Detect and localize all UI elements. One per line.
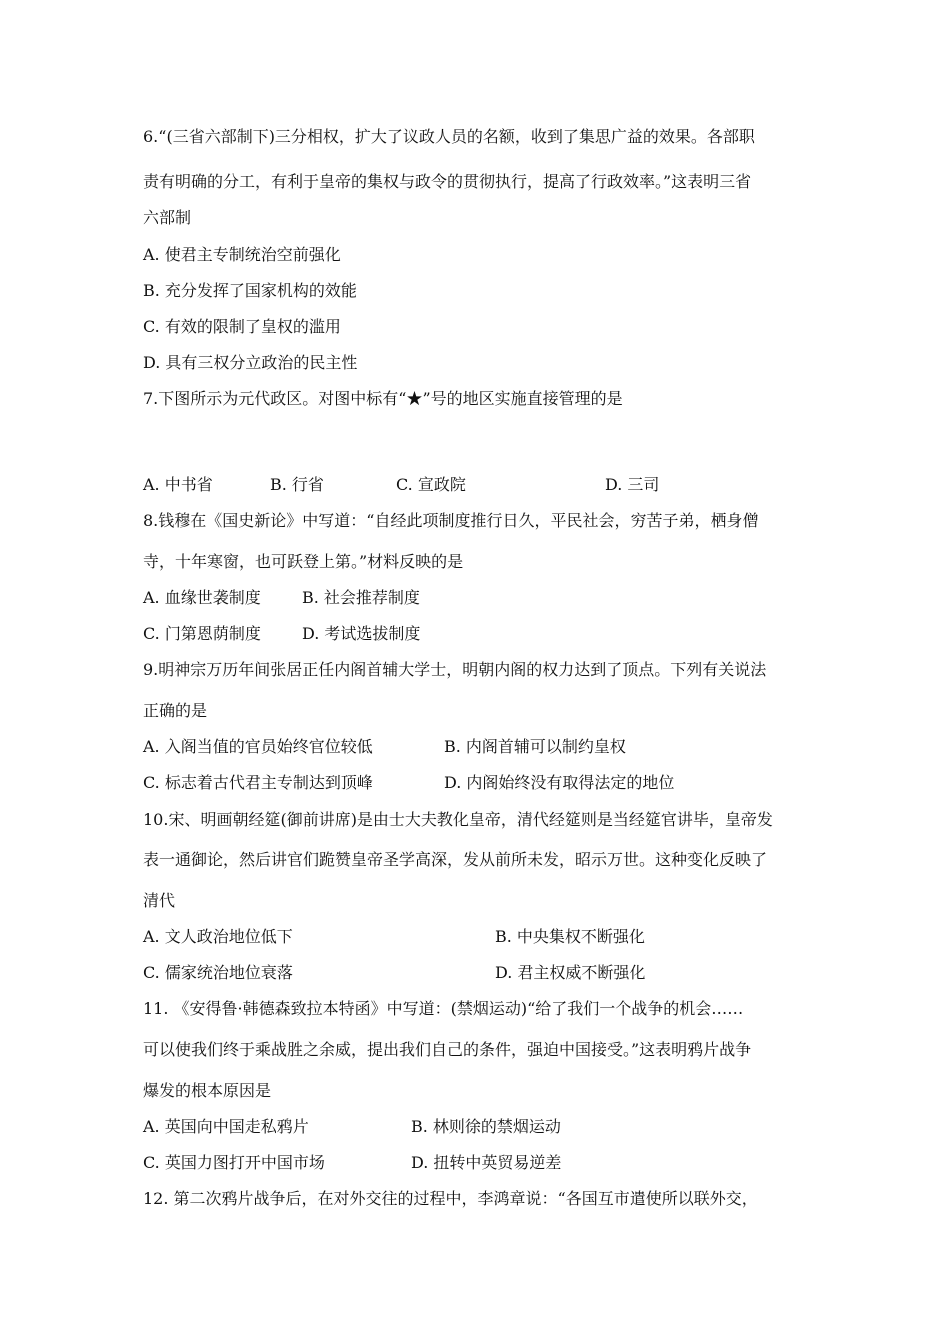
q11-option-a: A. 英国向中国走私鸦片 [143, 1117, 309, 1136]
q11-stem-line-3: 爆发的根本原因是 [143, 1081, 272, 1100]
q6-stem-line-3: 六部制 [143, 208, 192, 227]
q6-option-a: A. 使君主专制统治空前强化 [143, 245, 341, 264]
q9-stem-line-2: 正确的是 [143, 701, 208, 720]
q8-option-b: B. 社会推荐制度 [302, 588, 420, 607]
q10-option-c: C. 儒家统治地位衰落 [143, 963, 293, 982]
q10-stem-line-3: 清代 [143, 891, 176, 910]
q8-stem-line-1: 8.钱穆在《国史新论》中写道：“自经此项制度推行日久，平民社会，穷苦子弟，栖身僧 [143, 511, 759, 530]
q9-option-d: D. 内阁始终没有取得法定的地位 [444, 773, 675, 792]
q11-option-c: C. 英国力图打开中国市场 [143, 1153, 325, 1172]
q8-option-d: D. 考试选拔制度 [302, 624, 421, 643]
q10-option-b: B. 中央集权不断强化 [495, 927, 645, 946]
q9-stem-line-1: 9.明神宗万历年间张居正任内阁首辅大学士，明朝内阁的权力达到了顶点。下列有关说法 [143, 660, 767, 679]
q11-stem-line-1: 11. 《安得鲁·韩德森致拉本特函》中写道：(禁烟运动)“给了我们一个战争的机会…… [143, 999, 744, 1018]
q7-option-d: D. 三司 [605, 475, 660, 494]
q8-option-a: A. 血缘世袭制度 [143, 588, 261, 607]
q7-option-c: C. 宣政院 [396, 475, 466, 494]
q10-stem-line-1: 10.宋、明画朝经筵(御前讲席)是由士大夫教化皇帝，清代经筵则是当经筵官讲毕，皇帝发 [143, 810, 773, 829]
q10-option-d: D. 君主权威不断强化 [495, 963, 646, 982]
q6-stem-line-2: 责有明确的分工，有利于皇帝的集权与政令的贯彻执行，提高了行政效率。”这表明三省 [143, 172, 752, 191]
q8-option-c: C. 门第恩荫制度 [143, 624, 261, 643]
q11-option-b: B. 林则徐的禁烟运动 [411, 1117, 561, 1136]
q8-stem-line-2: 寺，十年寒窗，也可跃登上第。”材料反映的是 [143, 552, 464, 571]
q6-stem-line-1: 6.“(三省六部制下)三分相权，扩大了议政人员的名额，收到了集思广益的效果。各部职 [143, 127, 755, 146]
q7-option-b: B. 行省 [270, 475, 324, 494]
q7-option-a: A. 中书省 [143, 475, 213, 494]
q6-option-b: B. 充分发挥了国家机构的效能 [143, 281, 357, 300]
q10-stem-line-2: 表一通御论，然后讲官们跪赞皇帝圣学高深，发从前所未发，昭示万世。这种变化反映了 [143, 850, 768, 869]
q6-option-d: D. 具有三权分立政治的民主性 [143, 353, 358, 372]
q12-stem-line-1: 12. 第二次鸦片战争后，在对外交往的过程中，李鸿章说：“各国互市遣使所以联外交， [143, 1189, 758, 1208]
q11-stem-line-2: 可以使我们终于乘战胜之余威，提出我们自己的条件，强迫中国接受。”这表明鸦片战争 [143, 1040, 752, 1059]
q9-option-a: A. 入阁当值的官员始终官位较低 [143, 737, 373, 756]
q11-option-d: D. 扭转中英贸易逆差 [411, 1153, 562, 1172]
q7-stem: 7.下图所示为元代政区。对图中标有“★”号的地区实施直接管理的是 [143, 389, 623, 408]
q10-option-a: A. 文人政治地位低下 [143, 927, 293, 946]
q6-option-c: C. 有效的限制了皇权的滥用 [143, 317, 341, 336]
q9-option-c: C. 标志着古代君主专制达到顶峰 [143, 773, 373, 792]
q9-option-b: B. 内阁首辅可以制约皇权 [444, 737, 626, 756]
